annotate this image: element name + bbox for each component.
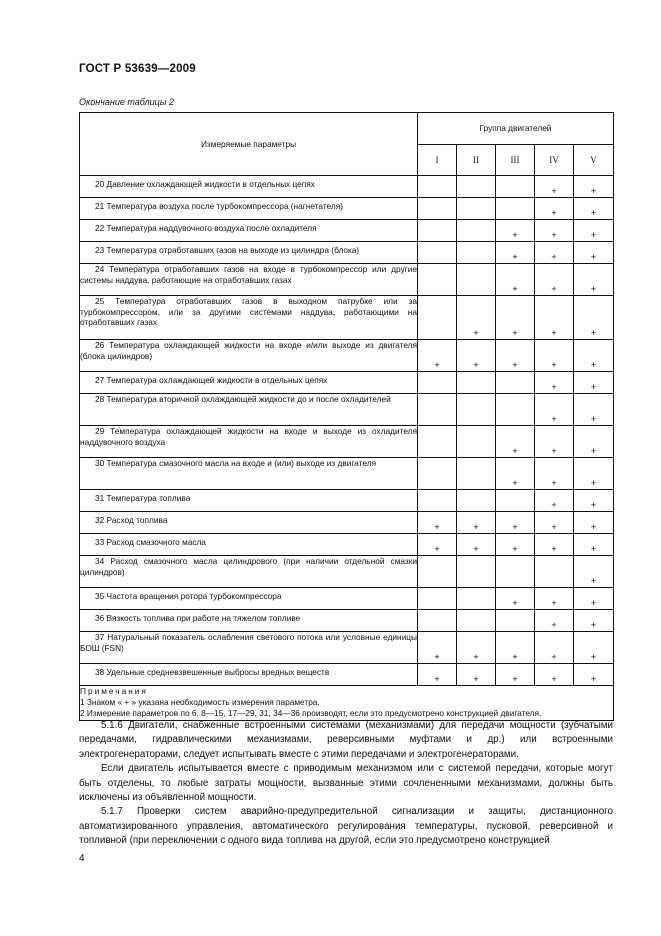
parameter-text: Температура охлаждающей жидкости на входе и выходе из охладителя наддувочного воздуха — [80, 426, 418, 447]
parameter-cell — [80, 664, 418, 686]
group-v-header: V — [574, 145, 614, 176]
parameter-number: 22 — [95, 223, 105, 233]
parameter-cell — [80, 458, 418, 490]
group-column-header: Группа двигателей — [418, 113, 614, 145]
group-mark-cell: + — [418, 512, 457, 534]
group-mark-cell: + — [535, 264, 574, 296]
group-mark-cell: + — [496, 664, 535, 686]
parameter-text: Температура отработавших газов на выходе из цилиндра (блока) — [106, 245, 360, 255]
group-mark-cell: + — [574, 556, 614, 588]
group-mark-cell: + — [496, 588, 535, 610]
group-mark-cell — [496, 556, 535, 588]
page-number: 4 — [79, 853, 85, 864]
group-mark-cell — [418, 242, 457, 264]
table-row — [80, 588, 614, 610]
parameter-text: Температура воздуха после турбокомпрессора (нагнетателя) — [106, 201, 343, 211]
parameter-number: 30 — [95, 458, 105, 468]
table-row — [80, 610, 614, 632]
parameter-number: 35 — [95, 591, 105, 601]
group-mark-cell: + — [535, 198, 574, 220]
parameter-number: 37 — [95, 632, 105, 642]
table-row — [80, 556, 614, 588]
group-mark-cell: + — [418, 664, 457, 686]
group-mark-cell — [457, 588, 496, 610]
group-mark-cell — [418, 588, 457, 610]
group-mark-cell: + — [457, 664, 496, 686]
parameter-cell — [80, 490, 418, 512]
parameter-text: Давление охлаждающей жидкости в отдельных цепях — [106, 179, 315, 189]
parameter-text: Расход топлива — [106, 515, 168, 525]
group-mark-cell: + — [535, 340, 574, 372]
parameter-number: 28 — [95, 394, 105, 404]
group-mark-cell: + — [535, 610, 574, 632]
parameter-cell — [80, 426, 418, 458]
group-mark-cell — [496, 372, 535, 394]
parameter-number: 34 — [95, 556, 105, 566]
parameter-cell — [80, 220, 418, 242]
group-mark-cell: + — [457, 632, 496, 664]
group-mark-cell — [418, 394, 457, 426]
group-mark-cell — [457, 426, 496, 458]
note-1: 1 Знаком « + » указана необходимость измерения параметра. — [80, 697, 320, 708]
parameter-text: Удельные средневзвешенные выбросы вредных веществ — [106, 667, 330, 677]
parameter-number: 33 — [95, 537, 105, 547]
parameter-cell — [80, 372, 418, 394]
group-mark-cell: + — [457, 512, 496, 534]
paragraph-engine-transmission: Если двигатель испытывается вместе с приводимым механизмом или с системой передачи, которые могут быть отделены, то любые затраты мощности, вызванные этими сочлененными механизмами, должны быть исключены из объявленной мощности. — [79, 763, 613, 804]
parameter-text: Частота вращения ротора турбокомпрессора — [106, 591, 282, 601]
group-mark-cell: + — [535, 176, 574, 198]
table-row — [80, 220, 614, 242]
group-mark-cell: + — [574, 490, 614, 512]
parameter-text: Температура охлаждающей жидкости в отдельных цепях — [106, 375, 328, 385]
group-mark-cell — [418, 490, 457, 512]
group-i-header: I — [418, 145, 457, 176]
group-mark-cell: + — [457, 296, 496, 340]
group-mark-cell: + — [574, 198, 614, 220]
table-row — [80, 490, 614, 512]
table-row — [80, 340, 614, 372]
table-caption: Окончание таблицы 2 — [79, 97, 174, 107]
group-mark-cell — [457, 242, 496, 264]
group-mark-cell: + — [496, 534, 535, 556]
parameter-text: Температура наддувочного воздуха после охладителя — [106, 223, 317, 233]
group-mark-cell — [418, 264, 457, 296]
group-mark-cell — [496, 394, 535, 426]
table-row — [80, 198, 614, 220]
group-mark-cell — [418, 198, 457, 220]
group-mark-cell — [457, 458, 496, 490]
parameter-text: Температура отработавших газов в выходном патрубке или за турбокомпрессором, или за другими системами наддува, работающими на отработавших газах — [80, 296, 417, 328]
group-mark-cell: + — [574, 632, 614, 664]
parameter-cell — [80, 394, 418, 426]
table-row — [80, 534, 614, 556]
parameter-text: Натуральный показатель ослабления светового потока или условные единицы БОШ (FSN) — [80, 632, 417, 653]
parameter-number: 29 — [95, 426, 105, 436]
group-mark-cell: + — [496, 340, 535, 372]
table-row — [80, 458, 614, 490]
parameter-cell — [80, 296, 418, 340]
parameter-cell — [80, 610, 418, 632]
group-mark-cell: + — [574, 220, 614, 242]
group-mark-cell — [457, 372, 496, 394]
group-mark-cell: + — [574, 664, 614, 686]
group-mark-cell — [496, 176, 535, 198]
parameter-number: 27 — [95, 375, 105, 385]
group-mark-cell: + — [535, 242, 574, 264]
group-mark-cell: + — [535, 512, 574, 534]
document-id: ГОСТ Р 53639—2009 — [79, 63, 196, 75]
group-mark-cell: + — [574, 610, 614, 632]
group-mark-cell: + — [574, 264, 614, 296]
group-mark-cell — [418, 220, 457, 242]
params-column-header: Измеряемые параметры — [80, 113, 418, 176]
group-mark-cell: + — [535, 458, 574, 490]
paragraph-5-1-7: 5.1.7 Проверки систем аварийно-предупредительной сигнализации и защиты, дистанционного автоматизированного управления, автоматического регулирования температуры, пусковой, реверсивной и топливной (при переключении с одного вида топлива на другой, если это предусмотрено конструкцией — [79, 806, 613, 847]
group-mark-cell — [457, 610, 496, 632]
group-mark-cell: + — [418, 632, 457, 664]
group-mark-cell: + — [535, 490, 574, 512]
parameter-number: 20 — [95, 179, 105, 189]
group-mark-cell: + — [535, 632, 574, 664]
group-mark-cell — [496, 198, 535, 220]
group-mark-cell — [457, 176, 496, 198]
group-mark-cell — [535, 556, 574, 588]
group-mark-cell: + — [574, 426, 614, 458]
table-row — [80, 242, 614, 264]
group-iv-header: IV — [535, 145, 574, 176]
table-row — [80, 176, 614, 198]
parameter-number: 31 — [95, 493, 105, 503]
group-mark-cell — [418, 458, 457, 490]
group-mark-cell: + — [574, 176, 614, 198]
table-row — [80, 512, 614, 534]
group-mark-cell — [457, 220, 496, 242]
parameter-number: 23 — [95, 245, 105, 255]
group-mark-cell — [457, 556, 496, 588]
parameter-text: Температура отработавших газов на входе в турбокомпрессор или другие системы наддува, работающие на отработавших газах — [80, 264, 417, 285]
group-mark-cell: + — [418, 340, 457, 372]
group-mark-cell: + — [574, 372, 614, 394]
group-mark-cell — [418, 426, 457, 458]
group-mark-cell: + — [535, 534, 574, 556]
parameter-number: 26 — [95, 340, 105, 350]
group-mark-cell: + — [535, 394, 574, 426]
notes-title: Примечания — [80, 686, 148, 696]
table-notes — [80, 686, 614, 721]
group-mark-cell: + — [574, 394, 614, 426]
parameter-cell — [80, 340, 418, 372]
parameter-cell — [80, 176, 418, 198]
group-mark-cell: + — [496, 512, 535, 534]
parameter-number: 25 — [95, 296, 105, 306]
group-mark-cell — [418, 610, 457, 632]
table-row — [80, 264, 614, 296]
table-row — [80, 394, 614, 426]
group-mark-cell: + — [574, 534, 614, 556]
parameter-text: Температура смазочного масла на входе и (или) выходе из двигателя — [106, 458, 377, 468]
group-mark-cell: + — [574, 588, 614, 610]
group-mark-cell: + — [535, 426, 574, 458]
parameter-cell — [80, 242, 418, 264]
paragraph-5-1-6: 5.1.6 Двигатели, снабженные встроенными системами (механизмами) для передачи мощности (зубчатыми передачами, гидравлическими механизмами, реверсивными муфтами и др.) или встроенными электрогенераторами, следует испытывать вместе с этими передачами и электрогенераторами. — [79, 720, 613, 760]
parameter-number: 21 — [95, 201, 105, 211]
parameter-text: Температура топлива — [106, 493, 191, 503]
group-mark-cell — [418, 372, 457, 394]
parameter-text: Температура вторичной охлаждающей жидкости до и после охладителей — [106, 394, 391, 404]
group-mark-cell — [457, 490, 496, 512]
table-row — [80, 664, 614, 686]
group-mark-cell: + — [574, 512, 614, 534]
parameter-text: Вязкость топлива при работе на тяжелом топливе — [106, 613, 301, 623]
table-row — [80, 296, 614, 340]
parameter-number: 32 — [95, 515, 105, 525]
group-mark-cell: + — [535, 220, 574, 242]
parameter-cell — [80, 198, 418, 220]
parameter-number: 36 — [95, 613, 105, 623]
group-mark-cell: + — [574, 458, 614, 490]
parameter-text: Расход смазочного масла цилиндрового (при наличии отдельной смазки цилиндров) — [80, 556, 417, 577]
group-ii-header: II — [457, 145, 496, 176]
parameter-cell — [80, 588, 418, 610]
measured-parameters-table — [79, 112, 614, 721]
table-row — [80, 632, 614, 664]
group-mark-cell: + — [418, 534, 457, 556]
parameter-cell — [80, 512, 418, 534]
group-mark-cell: + — [496, 426, 535, 458]
parameter-cell — [80, 632, 418, 664]
group-mark-cell: + — [457, 340, 496, 372]
group-mark-cell: + — [574, 242, 614, 264]
group-mark-cell: + — [496, 220, 535, 242]
parameter-number: 38 — [95, 667, 105, 677]
note-2: 2 Измерение параметров по 6, 8—15, 17—29, 31, 34—36 производят, если это предусмотрено конструкцией двигателя. — [80, 708, 542, 719]
group-iii-header: III — [496, 145, 535, 176]
group-mark-cell: + — [535, 296, 574, 340]
table-body — [80, 176, 614, 686]
table-row — [80, 426, 614, 458]
table-row — [80, 372, 614, 394]
group-mark-cell: + — [496, 458, 535, 490]
group-mark-cell: + — [535, 372, 574, 394]
group-mark-cell — [496, 490, 535, 512]
parameter-text: Температура охлаждающей жидкости на входе и/или выходе из двигателя (блока цилиндров) — [80, 340, 417, 361]
group-mark-cell — [457, 394, 496, 426]
group-mark-cell: + — [574, 296, 614, 340]
parameter-number: 24 — [95, 264, 105, 274]
group-mark-cell — [418, 556, 457, 588]
group-mark-cell: + — [457, 534, 496, 556]
group-mark-cell — [457, 198, 496, 220]
group-mark-cell: + — [496, 632, 535, 664]
parameter-text: Расход смазочного масла — [106, 537, 206, 547]
group-mark-cell: + — [496, 264, 535, 296]
group-mark-cell: + — [535, 588, 574, 610]
group-mark-cell — [457, 264, 496, 296]
group-mark-cell — [418, 296, 457, 340]
group-mark-cell — [418, 176, 457, 198]
group-mark-cell: + — [574, 340, 614, 372]
group-mark-cell: + — [496, 242, 535, 264]
group-mark-cell: + — [496, 296, 535, 340]
body-text — [79, 719, 613, 849]
parameter-cell — [80, 534, 418, 556]
group-mark-cell: + — [535, 664, 574, 686]
parameter-cell — [80, 556, 418, 588]
group-mark-cell — [496, 610, 535, 632]
parameter-cell — [80, 264, 418, 296]
